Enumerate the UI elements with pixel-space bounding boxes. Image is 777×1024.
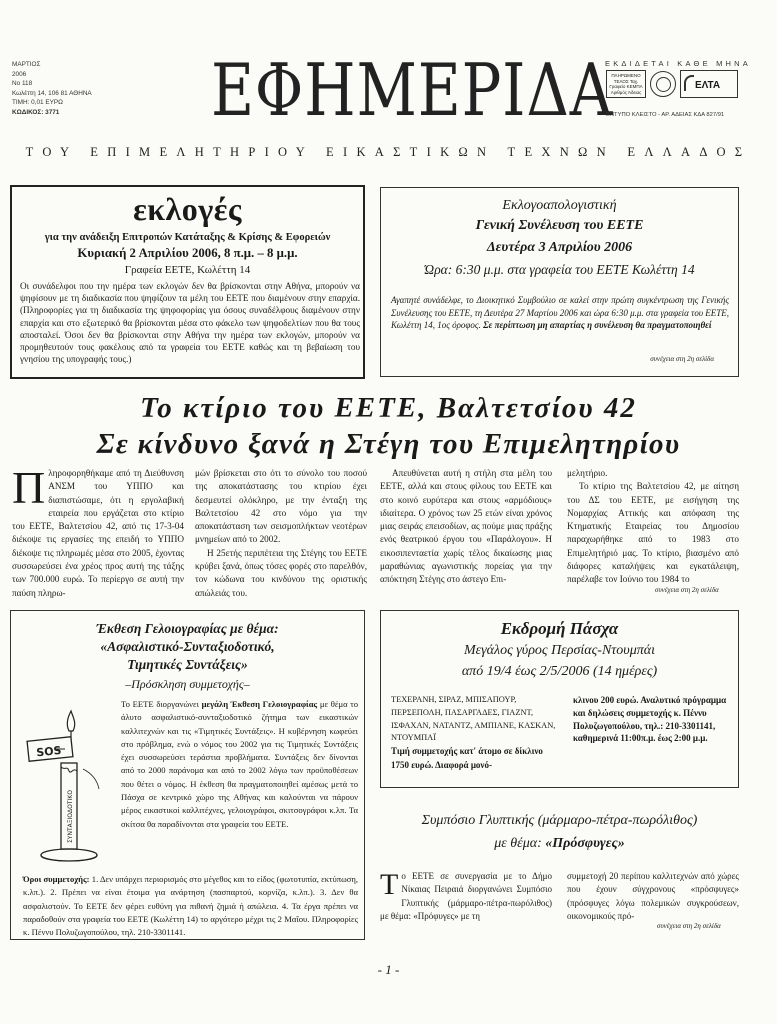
issue-year: 2006 (12, 70, 27, 78)
symposium-title-1: Συμπόσιο Γλυπτικής (μάρμαρο-πέτρα-πωρόλιθος) (421, 813, 698, 828)
postal-marks (606, 70, 756, 112)
issue-number: Νο 118 (12, 80, 33, 87)
main-article-col-4-text: μελητήριο. (567, 468, 608, 478)
main-article-col-2-text: μών βρίσκεται στο ότι το σύνολο του ποσού της αποκατάστασης του κτιρίου έχει δεσμευτεί ολόκληρο, με την ένταξη της Βαλτετσίου 42 στο νόμο για την αποκατάσταση των σεισμοπλήκτων νεοτέρων μνημείων από το 2002. (195, 468, 367, 545)
main-article-dropcap: Π (12, 462, 46, 513)
assembly-title-2: Γενική Συνέλευση του ΕΕΤΕ (475, 218, 644, 233)
easter-trip-notice (380, 610, 739, 788)
assembly-date: Δευτέρα 3 Απριλίου 2006 (486, 240, 633, 255)
cartoon-pension-text: ΣΥΝΤΑΞΙΟΔΟΤΙΚΟ (67, 790, 74, 843)
exhibition-invitation: –Πρόσκληση συμμετοχής– (125, 677, 250, 691)
exhibition-body (121, 698, 358, 831)
easter-title: Εκδρομή Πάσχα (500, 619, 619, 638)
assembly-body (391, 294, 729, 332)
elections-venue: Γραφεία ΕΕΤΕ, Κωλέττη 14 (124, 264, 251, 276)
elta-logo-text: ΕΛΤΑ (695, 80, 721, 91)
symposium-title-2-pre: με θέμα: (494, 836, 546, 851)
exhibition-title-3: Τιμητικές Συντάξεις» (127, 657, 248, 672)
assembly-continued: συνέχεια στη 2η σελίδα (650, 355, 714, 363)
main-article-col-2b-text: Η 25ετής περιπέτεια της Στέγης του ΕΕΤΕ κρύβει ξανά, όπως τόσες φορές στο παρελθόν, τον κώδωνα του κινδύνου της οριστικής απώλειάς του. (195, 547, 367, 598)
assembly-body-text: Αγαπητέ συνάδελφε, το Διοικητικό Συμβούλιο σε καλεί στην πρώτη συγκέντρωση της Γενικής Συνέλευσης του ΕΕΤΕ, τη Δευτέρα 27 Μαρτίου 2006 και ώρα 6:30 μ.μ. στα γραφεία του ΕΕΤΕ, Κωλέττη 14, 1ος όροφος. (391, 295, 729, 330)
exhibition-terms (23, 873, 358, 939)
main-article-col-4b-text: Το κτίριο της Βαλτετσίου 42, με αίτηση του ΔΣ του ΕΕΤΕ, με εισήγηση της Νομαρχίας Αττικής και απόφαση της Κτηματικής Εταιρείας του Δημοσίου παραχωρήθηκε από το 1983 στο Επιμελητήριό μας. Το κτίριο, βιασμένο από διάφορες καταλήψεις και εγκατάλειψη, παρέλαβε τον Ιούνιο του 1984 το (567, 481, 739, 585)
assembly-body-bold: Σε περίπτωση μη απαρτίας η συνέλευση θα πραγματοποιηθεί (483, 320, 712, 330)
easter-details: κλινου 200 ευρώ. Αναλυτικό πρόγραμμα και δηλώσεις συμμετοχής κ. Πέννυ Πολυζωγοπούλου, τηλ.: 210-3301141, καθημερινά 11:00π.μ. έως 2:00 μ.μ. (573, 695, 727, 744)
main-headline-2: Σε κίνδυνο ξανά η Στέγη του Επιμελητηρίου (96, 428, 681, 460)
exhibition-body-pre: Το ΕΕΤΕ διοργανώνει (121, 699, 202, 709)
permit-line: ΕΝΤΥΠΟ ΚΛΕΙΣΤΟ - ΑΡ. ΑΔΕΙΑΣ ΚΔΑ 827/91 (606, 112, 725, 118)
postal-paid-stamp: ΠΛΗΡΩΜΕΝΟ ΤΕΛΟΣ Ταχ. Γραφείο ΚΕΜΠΑ Αριθμός Άδειας (606, 70, 646, 98)
easter-subtitle-2: από 19/4 έως 2/5/2006 (14 ημέρες) (461, 664, 658, 679)
easter-price: Τιμή συμμετοχής κατ' άτομο σε δίκλινο 1750 ευρώ. Διαφορά μονό- (391, 746, 543, 770)
main-article-col-2 (195, 467, 367, 600)
cartoon-sos-text: SOS (35, 743, 63, 760)
main-article-continued: συνέχεια στη 2η σελίδα (655, 586, 719, 594)
symposium-col-1 (380, 870, 552, 923)
elections-heading: εκλογές (133, 191, 242, 227)
exhibition-title-1: Έκθεση Γελοιογραφίας με θέμα: (96, 621, 279, 636)
issue-address: Κωλέττη 14, 106 81 ΑΘΗΝΑ (12, 89, 92, 97)
exhibition-title-2: «Ασφαλιστικό-Συνταξιοδοτικό, (100, 639, 275, 654)
exhibition-terms-label: Όροι συμμετοχής: (23, 874, 90, 884)
exhibition-body-bold: μεγάλη Έκθεση Γελοιογραφίας (201, 699, 318, 709)
assembly-notice (380, 187, 739, 377)
issue-code: ΚΩΔΙΚΟΣ: 3771 (12, 108, 60, 116)
issue-price: ΤΙΜΗ: 0,01 ΕΥΡΩ (12, 99, 63, 106)
sos-candle-cartoon-icon (25, 709, 115, 871)
main-article-col-1-text: ληροφορηθήκαμε από τη Διεύθυνση ΑΝΣΜ του ΥΠΠΟ και διαπιστώσαμε, ότι η εργολαβική εταιρεία που εργάζεται στο κτίριο του ΕΕΤΕ, Βαλτετσίου 42, από τις 17-3-04 διέκοψε τις εργασίες της επειδή το ΥΠΠΟ διέκοψε τις πληρωμές μέσα στο 2005, έχοντας συσσωρεύσει ένα χρέος προς αυτή της τάξης των 700.000 ευρώ. Το περίεργο σε αυτή την παύση πληρω- (12, 468, 184, 598)
symposium-continued: συνέχεια στη 2η σελίδα (657, 922, 721, 930)
elta-logo (680, 70, 738, 98)
monthly-label: ΕΚΔΙΔΕΤΑΙ ΚΑΘΕ ΜΗΝΑ (605, 59, 751, 68)
assembly-time: Ώρα: 6:30 μ.μ. στα γραφεία του ΕΕΤΕ Κωλέττη 14 (424, 262, 695, 277)
easter-itinerary (391, 694, 563, 773)
symposium-col-2: συμμετοχή 20 περίπου καλλιτεχνών από χώρες που έχουν σύγχρονους «πρόσφυγες» (πρόσφυγες λόγω πολεμικών συγκρούσεων, οικονομικούς πρό- (567, 871, 739, 921)
issue-meta (12, 60, 132, 117)
symposium-col-1-text: ο ΕΕΤΕ σε συνεργασία με το Δήμο Νίκαιας Πειραιά διοργανώνει Συμπόσιο Γλυπτικής (μάρμαρο-πέτρα-πωρόλιθος) με θέμα: «Πρόφυγες» με τη (380, 871, 552, 921)
elections-notice (10, 185, 365, 379)
easter-itinerary-cities: ΤΕΧΕΡΑΝΗ, ΣΙΡΑΖ, ΜΠΙΣΑΠΟΥΡ, ΠΕΡΣΕΠΟΛΗ, ΠΑΣΑΡΓΑΔΕΣ, ΓΙΑΖΝΤ, ΙΣΦΑΧΑΝ, ΝΑΤΑΝΤΖ, ΑΜΠΙΑΝΕ, ΚΑΣΚΑΝ, ΝΤΟΥΜΠΑΪ (391, 695, 556, 743)
elections-purpose: για την ανάδειξη Επιτροπών Κατάταξης & Κρίσης & Εφορειών (44, 232, 331, 243)
elections-date: Κυριακή 2 Απριλίου 2006, 8 π.μ. – 8 μ.μ. (77, 246, 298, 260)
main-article-col-4 (567, 467, 739, 587)
symposium-dropcap: Τ (380, 868, 399, 901)
main-article-col-1 (12, 462, 184, 600)
masthead-subtitle: ΤΟΥ ΕΠΙΜΕΛΗΤΗΡΙΟΥ ΕΙΚΑΣΤΙΚΩΝ ΤΕΧΝΩΝ ΕΛΛΑΔΟΣ (25, 145, 752, 159)
exhibition-body-post: με θέμα το άλυτο ασφαλιστικό-συνταξιοδοτικό ζήτημα των εικαστικών καλλιτεχνών και τις «Τιμητικές Συντάξεις». Η κυβέρνηση κωφεύει στο πρόβλημα, ενώ ο νόμος του 2002 για τις Τιμητικές Συντάξεις έχει συσσωρεύσει τεράστια προβλήματα. Συντάξεις δεν δίνονται από το 2000 παράνομα και από το 2002 λόγω των προϋποθέσεων που θέτει ο νόμος. Η έκθεση θα πραγματοποιηθεί αμέσως μετά το Πάσχα σε κεντρικό χώρο της Αθήνας και καλούνται να πάρουν μέρος εικαστικοί καλλιτέχνες, γελοιογράφοι, σκιτσογράφοι κ.λπ. Τα σκίτσα θα παραδίνονται στα γραφεία του ΕΕΤΕ. (121, 699, 359, 829)
cartoon-exhibition-notice (10, 610, 365, 940)
main-article-col-3 (380, 467, 552, 587)
main-headline-1: Το κτίριο του ΕΕΤΕ, Βαλτετσίου 42 (140, 392, 637, 424)
elections-body: Οι συνάδελφοι που την ημέρα των εκλογών δεν θα βρίσκονται στην Αθήνα, μπορούν να ψηφίσουν με τη διαδικασία που ψηφίζουν τα μέλη του ΕΕΤΕ που διαμένουν στην επαρχία. (Πληροφορίες για τη διαδικασία της ψηφοφορίας για όσους συναδέλφους διαμένουν στην επαρχία και στο εξωτερικό θα βρίσκονται μέσα στο φάκελο των ψηφοδελτίων που θα τους αποσταλεί. Όσοι δεν θα βρίσκονται στην Αθήνα την ημέρα των εκλογών, μπορούν να προμηθευτούν τους φακέλους από τα γραφεία του ΕΕΤΕ καθώς και τη βεβαίωση του γνησίου της υπογραφής τους.) (20, 281, 360, 365)
assembly-title-1: Εκλογοαπολογιστική (502, 198, 617, 213)
easter-subtitle-1: Μεγάλος γύρος Περσίας-Ντουμπάι (463, 643, 656, 658)
page-number: - 1 - (377, 962, 400, 977)
symposium-theme: «Πρόσφυγες» (545, 836, 625, 851)
symposium-title-2 (380, 836, 739, 852)
elta-swirl-icon (684, 75, 694, 91)
issue-month: ΜΑΡΤΙΟΣ (12, 61, 41, 68)
postal-seal-icon (650, 71, 676, 97)
masthead-title: ΕΦΗΜΕΡΙΔΑ (211, 48, 614, 132)
exhibition-terms-text: 1. Δεν υπάρχει περιορισμός στο μέγεθος και το είδος (φωτοτυπία, εκτύπωση, κ.λπ.). 2. Πρέπει να είναι έτοιμα για ανάρτηση (πασπαρτού, κορνίζα, κ.λπ.). 3. Δεν θα ασφαλιστούν. Το ΕΕΤΕ δεν φέρει ευθύνη για πιθανή ζημιά ή απώλεια. 4. Τα έργα πρέπει να παραδοθούν στα γραφεία του ΕΕΤΕ (Κωλέττη 14) το αργότερο μέχρι τις 2 Μαΐου. Πληροφορίες κ. Πέννυ Πολυζωγοπούλου, τηλ. 210-3301141. (23, 874, 358, 938)
main-article-col-3-text: Απευθύνεται αυτή η στήλη στα μέλη του ΕΕΤΕ, αλλά και στους φίλους του ΕΕΤΕ και στο κοινό ευρύτερα και στους «αρμόδιους» ιδιαίτερα. Ο χρόνος των 25 ετών είναι χρόνος μιας σειράς επεισοδίων, ας πούμε μιας πράξης ενός θεατρικού έργου του «Παράλογου». Η εικοσιπενταετία χωρίς τέλος δικαίωσης μιας μαραθώνιας αγωνιστικής πορείας για την απόκτηση Στέγης στο άστεγο Επι- (380, 468, 552, 585)
